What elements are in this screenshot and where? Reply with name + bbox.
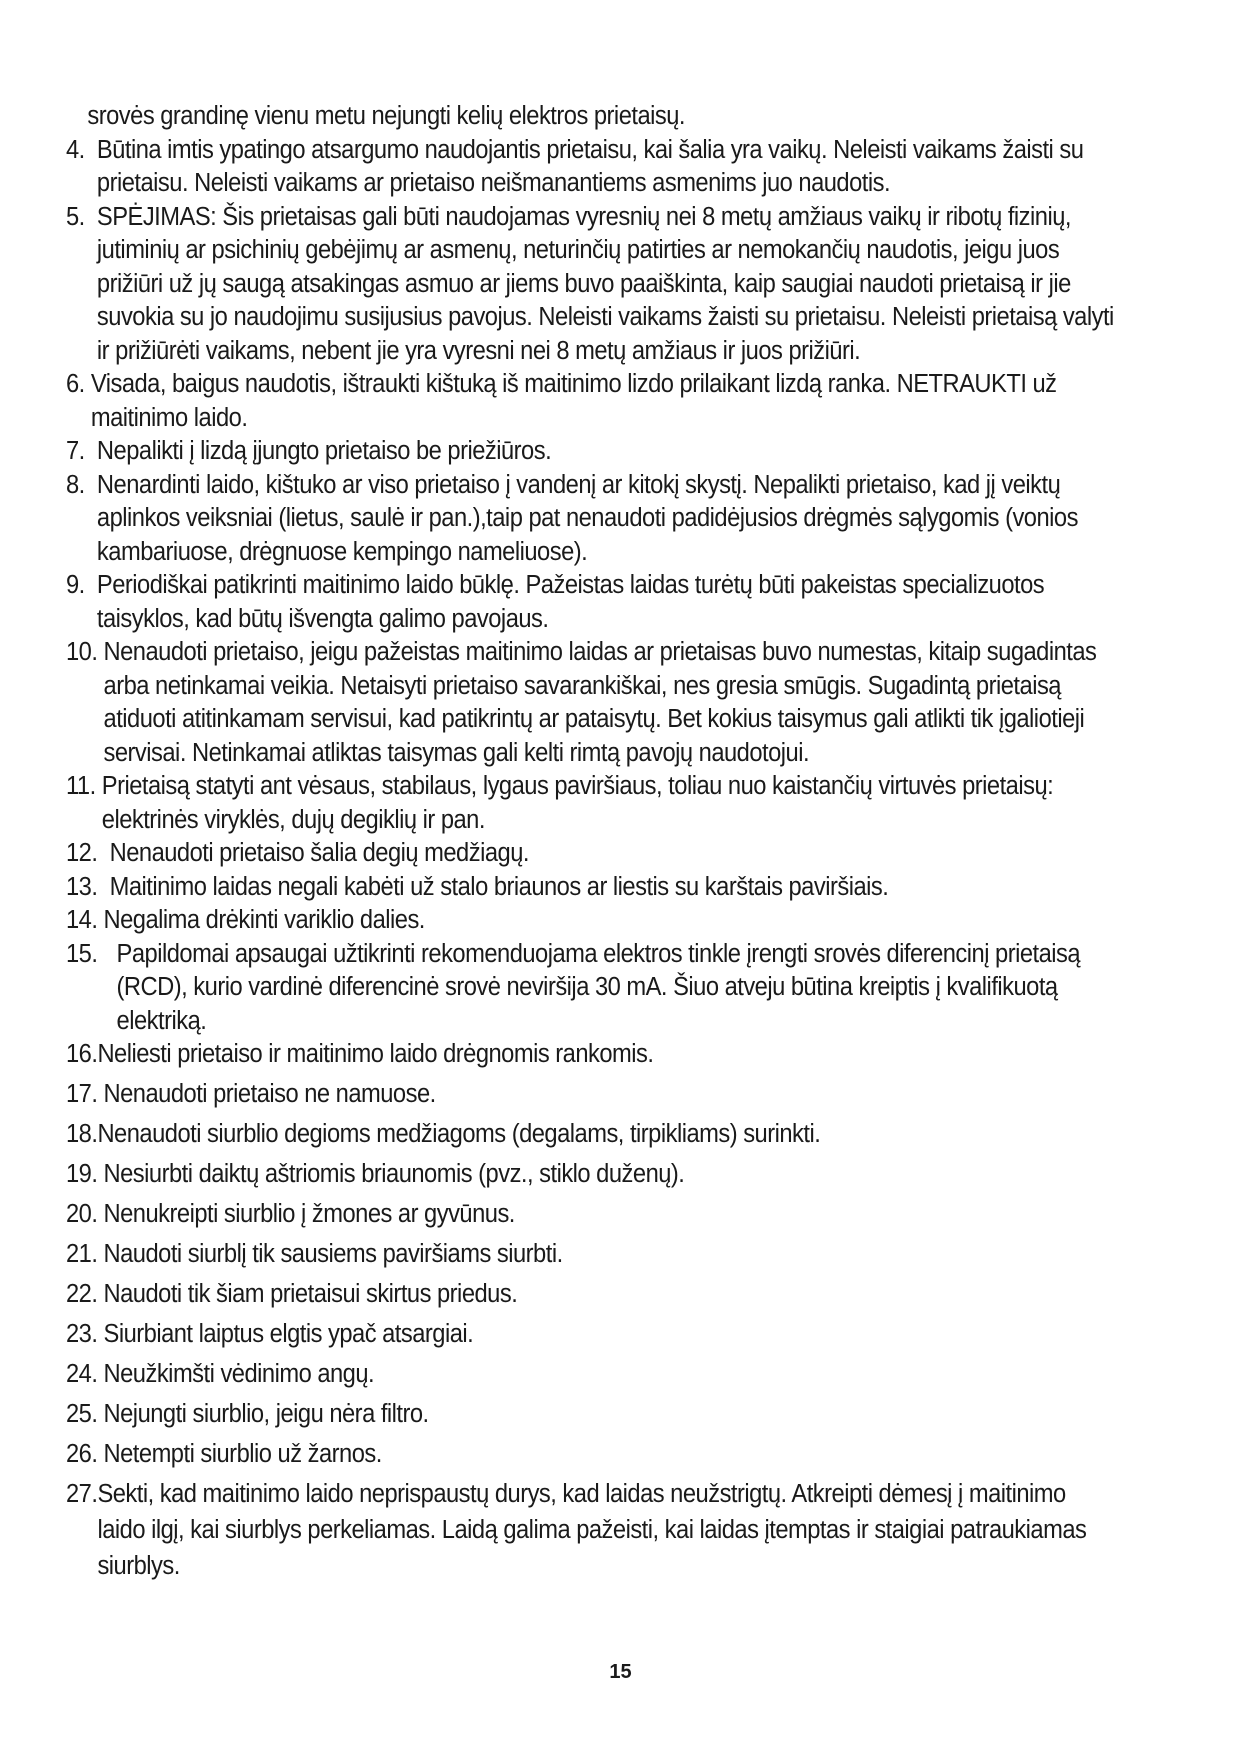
item-number: 9.: [66, 571, 97, 599]
list-item: [66, 1196, 1117, 1232]
item-number: 18.: [66, 1119, 98, 1148]
item-number: 11.: [66, 772, 102, 800]
item-number: 13.: [66, 872, 110, 901]
item-number: 19.: [66, 1159, 104, 1188]
item-number: 21.: [66, 1239, 104, 1268]
item-number: 14.: [66, 906, 104, 934]
item-text: Nenaudoti siurblio degioms medžiagoms (degalams, tirpikliams) surinkti.: [97, 1119, 821, 1148]
item-text: Negalima drėkinti variklio dalies.: [103, 906, 425, 934]
list-item: [66, 1356, 1117, 1392]
item-number: 4.: [66, 135, 97, 164]
list-item: [66, 569, 1117, 636]
safety-instructions: [66, 100, 1117, 1588]
list-item: [66, 1476, 1117, 1584]
item-text: Nejungti siurblio, jeigu nėra filtro.: [103, 1399, 429, 1428]
item-text: Naudoti siurblį tik sausiems paviršiams siurbti.: [103, 1239, 563, 1268]
list-item: [66, 134, 1117, 201]
item-text: Papildomai apsaugai užtikrinti rekomenduojama elektros tinkle įrengti srovės diferencinį prietaisą (RCD), kurio vardinė diferencinė srovė neviršija 30 mA. Šiuo atveju būtina kreiptis į kvalifikuotą elektriką.: [116, 939, 1081, 1035]
item-number: 7.: [66, 437, 97, 465]
item-text: Sekti, kad maitinimo laido neprispaustų durys, kad laidas neužstrigtų. Atkreipti dėmesį į maitinimo laido ilgį, kai siurblys perkeliamas. Laidą galima pažeisti, kai laidas įtemptas ir staigiai patraukiamas siurblys.: [97, 1479, 1087, 1580]
list-item: [66, 435, 1117, 469]
list-item: [66, 837, 1117, 871]
item-number: 16.: [66, 1040, 98, 1068]
item-number: 22.: [66, 1279, 104, 1308]
item-number: 24.: [66, 1359, 104, 1388]
item-number: 15.: [66, 939, 104, 968]
list-item: [66, 1396, 1117, 1432]
list-item: [66, 201, 1117, 369]
item-text: Visada, baigus naudotis, ištraukti kištuką iš maitinimo lizdo prilaikant lizdą ranka. NETRAUKTI už maitinimo laido.: [90, 370, 1057, 432]
item-number: 26.: [66, 1439, 104, 1468]
item-text: SPĖJIMAS: Šis prietaisas gali būti naudojamas vyresnių nei 8 metų amžiaus vaikų ir ribotų fizinių, jutiminių ar psichinių gebėjimų ar asmenų, neturinčių patirties ar nemokančių naudotis, jeigu juos prižiūri už jų saugą atsakingas asmuo ar jiems buvo paaiškinta, kaip saugiai naudoti prietaisą ir jie suvokia su jo naudojimu susijusius pavojus. Neleisti vaikams žaisti su prietaisu. Neleisti prietaisą valyti ir prižiūrėti vaikams, nebent jie yra vyresni nei 8 metų amžiaus ir juos prižiūri.: [96, 202, 1114, 365]
list-item: [66, 469, 1117, 570]
list-item: [66, 770, 1117, 837]
item-text: Neužkimšti vėdinimo angų.: [103, 1359, 375, 1388]
list-item: [66, 1236, 1117, 1272]
item-text: Naudoti tik šiam prietaisui skirtus priedus.: [103, 1279, 518, 1308]
item-text: Siurbiant laiptus elgtis ypač atsargiai.: [103, 1319, 474, 1348]
item-text: Periodiškai patikrinti maitinimo laido būklę. Pažeistas laidas turėtų būti pakeistas specializuotos taisyklos, kad būtų išvengta galimo pavojaus.: [96, 571, 1045, 633]
item-text: Prietaisą statyti ant vėsaus, stabilaus, lygaus paviršiaus, toliau nuo kaistančių virtuvės prietaisų: elektrinės viryklės, dujų degiklių ir pan.: [101, 772, 1054, 834]
item-number: 10.: [66, 638, 104, 666]
item-number: 12.: [66, 839, 110, 867]
list-item: [66, 1156, 1117, 1192]
continued-item-text: srovės grandinę vienu metu nejungti kelių elektros prietaisų.: [87, 102, 685, 130]
item-number: 8.: [66, 470, 97, 499]
item-text: Maitinimo laidas negali kabėti už stalo briaunos ar liestis su karštais paviršiais.: [109, 872, 889, 901]
list-item: [66, 904, 1117, 938]
item-text: Neliesti prietaiso ir maitinimo laido drėgnomis rankomis.: [97, 1040, 654, 1068]
list-item: [66, 368, 1117, 435]
item-text: Nenaudoti prietaiso šalia degių medžiagų.: [109, 839, 529, 867]
item-number: 6.: [66, 370, 91, 398]
item-text: Nenaudoti prietaiso ne namuose.: [103, 1079, 436, 1108]
list-item: [66, 871, 1117, 905]
list-item: [66, 1076, 1117, 1112]
list-item: [66, 1436, 1117, 1472]
page-number: 15: [609, 1661, 632, 1683]
item-text: Būtina imtis ypatingo atsargumo naudojantis prietaisu, kai šalia yra vaikų. Neleisti vaikams žaisti su prietaisu. Neleisti vaikams ar prietaiso neišmanantiems asmenims juo naudotis.: [96, 135, 1084, 197]
list-item: [66, 938, 1117, 1039]
item-text: Nesiurbti daiktų aštriomis briaunomis (pvz., stiklo duženų).: [103, 1159, 685, 1188]
item-text: Nenardinti laido, kištuko ar viso prietaiso į vandenį ar kitokį skystį. Nepalikti prietaiso, kad jį veiktų aplinkos veiksniai (lietus, saulė ir pan.),taip pat nenaudoti padidėjusios drėgmės sąlygomis (vonios kambariuose, drėgnuose kempingo nameliuose).: [96, 470, 1078, 566]
item-number: 27.: [66, 1479, 98, 1508]
item-number: 20.: [66, 1199, 104, 1228]
item-number: 17.: [66, 1079, 104, 1108]
item-text: Nenukreipti siurblio į žmones ar gyvūnus.: [103, 1199, 515, 1228]
item-text: Nenaudoti prietaiso, jeigu pažeistas maitinimo laidas ar prietaisas buvo numestas, kitaip sugadintas arba netinkamai veikia. Netaisyti prietaiso savarankiškai, nes gresia smūgis. Sugadintą prietaisą atiduoti atitinkamam servisui, kad patikrintų ar pataisytų. Bet kokius taisymus gali atlikti tik įgaliotieji servisai. Netinkamai atliktas taisymas gali kelti rimtą pavojų naudotojui.: [103, 638, 1097, 767]
item-text: Nepalikti į lizdą įjungto prietaiso be priežiūros.: [96, 437, 552, 465]
item-number: 5.: [66, 202, 97, 231]
list-item: [66, 636, 1117, 770]
item-text: Netempti siurblio už žarnos.: [103, 1439, 382, 1468]
list-item: [66, 1116, 1117, 1152]
list-item: [66, 1276, 1117, 1312]
item-number: 25.: [66, 1399, 104, 1428]
item-number: 23.: [66, 1319, 104, 1348]
list-item: [66, 1316, 1117, 1352]
list-item: [66, 1038, 1117, 1072]
